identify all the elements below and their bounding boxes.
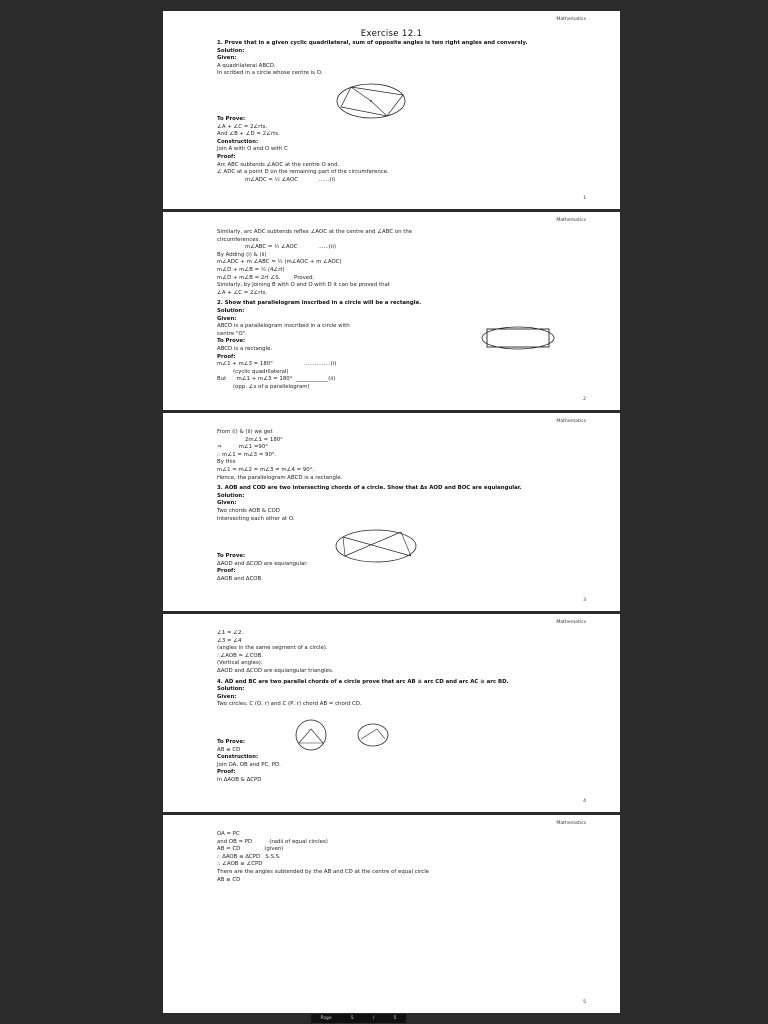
page-2 — [163, 212, 620, 410]
text-line: m∠ADC + m ∠ABC = ½ (m∠AOC + m ∠AOC) — [217, 259, 342, 266]
text-line: In ΔAOB & ΔCPD — [217, 776, 262, 783]
page-1 — [163, 11, 620, 209]
text-line: There are the angles subtended by the AB and CD at the centre of equal circle — [217, 868, 430, 875]
heading-line: Solution: — [217, 686, 245, 693]
text-line: (angles in the same segment of a circle). — [217, 645, 328, 652]
heading-line: Proof: — [217, 568, 236, 575]
page-3 — [163, 413, 620, 611]
heading-line: Given: — [217, 693, 237, 700]
text-line: ∠3 = ∠4 — [217, 637, 242, 644]
heading-line: 3. AOB and COD are two intersecting chords of a circle. Show that Δs AOD and BOC are equiangular. — [217, 485, 522, 492]
heading-line: Construction: — [217, 754, 259, 761]
page-number: 1 — [583, 196, 586, 202]
heading-line: Proof: — [217, 769, 236, 776]
text-line: Two circles, C (O, r) and C (P, r) chord AB = chord CD. — [217, 701, 362, 708]
text-line: OA = PC — [217, 831, 240, 837]
text-line: centre "O". — [217, 330, 247, 337]
page-number: 2 — [583, 397, 586, 403]
text-line: By this — [217, 459, 236, 466]
heading-line: Solution: — [217, 307, 245, 314]
text-line: Similarly, arc ADC subtends reflex ∠AOC at the centre and ∠ABC on the — [217, 229, 413, 235]
parallelogram-in-circle-figure — [473, 324, 563, 352]
text-line: ∠A + ∠C = 2∠rts. — [217, 289, 268, 296]
text-line: ∴ m∠1 = m∠3 = 90°. — [217, 451, 277, 458]
text-line: ΔAOD and ΔCOD are equiangular. — [217, 560, 308, 567]
page-text — [217, 630, 620, 785]
text-line: ΔAOB and ΔCOB — [217, 575, 262, 582]
text-line: AB ≅ CD — [217, 746, 241, 753]
heading-line: Given: — [217, 55, 237, 62]
heading-line: To Prove: — [217, 338, 246, 345]
page-5 — [163, 815, 620, 1013]
text-line: Arc ABC subtends ∠AOC at the centre O and. — [217, 161, 340, 168]
text-line: And ∠B + ∠D = 2∠rts. — [217, 131, 280, 138]
heading-line: Proof: — [217, 353, 236, 360]
heading-line: Construction: — [217, 138, 259, 145]
text-line: 2m∠1 = 180° — [245, 436, 283, 443]
cyclic-quadrilateral-figure — [331, 81, 411, 121]
text-line: m∠ADC = ½ ∠AOC ……(i) — [245, 176, 336, 183]
page-navigation[interactable] — [311, 1014, 406, 1023]
text-line: ⇒ m∠1 =90° — [217, 444, 268, 451]
text-line: ABCD is a rectangle. — [217, 345, 273, 352]
page-header: Mathematics — [556, 821, 586, 826]
text-line: Join OA, OB and PC, PD. — [217, 761, 281, 768]
page-header: Mathematics — [556, 218, 586, 223]
text-line: (Vertical angles). — [217, 660, 263, 667]
page-number: 5 — [583, 1000, 586, 1006]
page-header: Mathematics — [556, 419, 586, 424]
text-line — [217, 78, 620, 116]
text-line: A quadrilateral ABCD. — [217, 62, 276, 69]
text-line: m∠ABC = ½ ∠AOC ……(ii) — [245, 244, 336, 251]
page-header: Mathematics — [556, 17, 586, 22]
heading-line: 1. Prove that in a given cyclic quadrilateral, sum of opposite angles is two right angles and conversly. — [217, 40, 528, 46]
text-line: In scribed in a circle whose centre is O. — [217, 70, 323, 77]
heading-line: Solution: — [217, 47, 245, 54]
text-line: ∠ ADC at a point D on the remaining part of the circumference. — [217, 169, 389, 176]
pager-total: 5 — [393, 1016, 397, 1021]
text-line: (opp. ∠s of a parallelogram) — [233, 383, 310, 390]
text-line: ABCD is a parallelogram inscribed in a circle with — [217, 323, 350, 330]
intersecting-chords-figure — [331, 528, 421, 564]
page-number: 4 — [583, 799, 586, 805]
text-line: ∠1 = ∠2. — [217, 630, 244, 636]
page-4 — [163, 614, 620, 812]
page-text — [217, 831, 620, 884]
text-line: ΔAOD and ΔCOD are equiangular triangles. — [217, 667, 334, 674]
text-line: But m∠1 + m∠3 = 180° ____________(ii) — [217, 376, 336, 383]
heading-line: Given: — [217, 500, 237, 507]
pager-separator: / — [372, 1016, 375, 1021]
heading-line: Given: — [217, 315, 237, 322]
page-title: Exercise 12.1 — [360, 29, 423, 39]
text-line: AB = CD (given) — [217, 846, 284, 853]
heading-line: To Prove: — [217, 553, 246, 560]
page-text — [217, 229, 620, 391]
page-text — [217, 40, 620, 184]
text-line: Intersecting each other at O. — [217, 515, 295, 522]
text-line: AB ≅ CD — [217, 876, 241, 883]
pager-current[interactable]: 5 — [350, 1016, 354, 1021]
text-line: m∠1 = m∠2 = m∠3 = m∠4 = 90°. — [217, 466, 315, 473]
text-line: ∴∠AOB = ∠COB. — [217, 652, 263, 659]
text-line: Join A with O and O with C — [217, 146, 288, 153]
page-header: Mathematics — [556, 620, 586, 625]
heading-line: 2. Show that parallelogram inscribed in a circle will be a rectangle. — [217, 300, 422, 307]
text-line: m∠1 + m∠3 = 180° ……………(i) — [217, 361, 337, 368]
text-line: ∠A + ∠C = 2∠rts. — [217, 123, 268, 130]
text-line: By Adding (i) & (ii) — [217, 251, 267, 258]
text-line: From (i) & (ii) we get — [217, 429, 273, 435]
text-line: (cyclic quadrilateral) — [233, 368, 289, 375]
text-line: Two chords AOB & COD — [217, 507, 280, 514]
text-line: circumferences. — [217, 236, 261, 243]
heading-line: To Prove: — [217, 738, 246, 745]
text-line: m∠D + m∠B = 2rt ∠S. Proved. — [217, 274, 315, 281]
text-line: Similarly, by Joining B with O and O with D it can be proved that — [217, 282, 390, 289]
page-number: 3 — [583, 598, 586, 604]
text-line: and OB = PD (radii of equal circles) — [217, 838, 328, 845]
text-line: ∴ ΔAOB ≅ ΔCPD S.S.S. — [217, 853, 281, 860]
heading-line: 4. AD and BC are two parallel chords of a circle prove that arc AB ≅ arc CD and arc AC ≅ arc BD. — [217, 678, 509, 685]
heading-line: Proof: — [217, 153, 236, 160]
text-line: ∴ ∠AOB ≅ ∠CPD — [217, 861, 263, 868]
heading-line: To Prove: — [217, 115, 246, 122]
equal-circles-figure — [273, 719, 403, 751]
pager-label: Page — [320, 1016, 332, 1021]
text-line: m∠D + m∠B = ½ (4∠rt) — [217, 266, 285, 273]
heading-line: Solution: — [217, 492, 245, 499]
text-line: Hence, the parallelogram ABCD is a rectangle. — [217, 474, 343, 481]
